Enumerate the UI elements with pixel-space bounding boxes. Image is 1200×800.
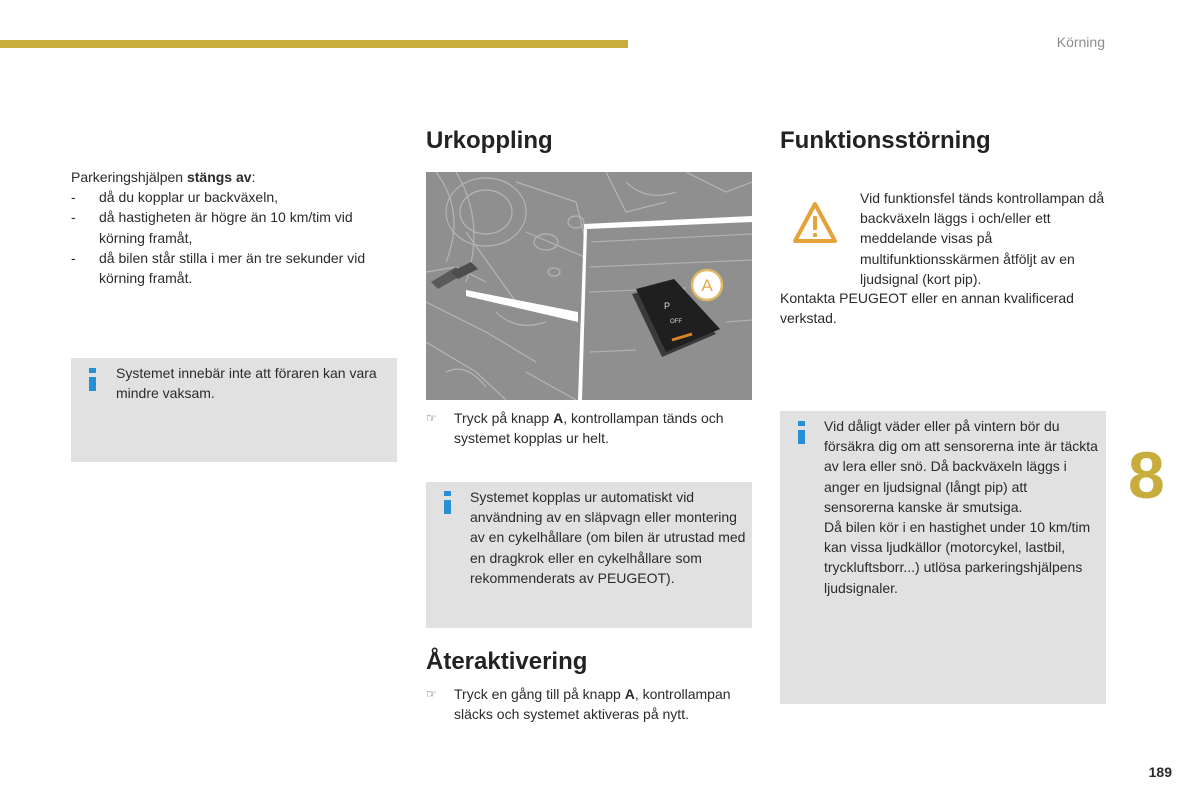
intro-line — [71, 167, 401, 187]
step-text-pre: Tryck en gång till på knapp — [454, 686, 625, 702]
header-accent-bar — [0, 40, 628, 48]
list-item: - då bilen står stilla i mer än tre sekunder vid körning framåt. — [71, 248, 401, 288]
info-text — [824, 416, 1100, 598]
bullet-pointer-icon: ☞ — [426, 411, 437, 425]
step-text-bold: A — [624, 686, 635, 702]
section-heading-funktionsstorning: Funktionsstörning — [780, 127, 991, 154]
callout-label-a: A — [701, 276, 713, 295]
list-item: - då hastigheten är högre än 10 km/tim vid körning framåt, — [71, 207, 401, 247]
info-box-sensors — [780, 411, 1106, 704]
intro-suffix: : — [251, 169, 256, 185]
contact-dealer-text: Kontakta PEUGEOT eller en annan kvalificerad verkstad. — [780, 290, 1074, 327]
parking-aid-off-conditions — [71, 167, 401, 288]
intro-bold: stängs av — [186, 169, 252, 185]
chapter-number-tab: 8 — [1128, 438, 1165, 512]
switch-label-p: P — [664, 301, 671, 311]
info-box-auto-disable — [426, 482, 752, 628]
info-text: Systemet kopplas ur automatiskt vid användning av en släpvagn eller montering av en cykelhållare (om bilen är utrustad med en dragkrok eller en cykelhållare som rekommenderats av PEUGEOT). — [470, 489, 746, 586]
list-item: - då du kopplar ur backväxeln, — [71, 187, 401, 207]
section-heading-urkoppling: Urkoppling — [426, 127, 553, 154]
info-box-vigilance — [71, 358, 397, 462]
dashboard-illustration — [426, 172, 752, 400]
page-number: 189 — [1148, 764, 1172, 780]
chapter-title: Körning — [1056, 34, 1105, 50]
info-paragraph-noise-sources: Då bilen kör i en hastighet under 10 km/tim kan vissa ljudkällor (motorcykel, lastbil, tryckluftsborr...) utlösa parkeringshjälpens ljudsignaler. — [824, 519, 1091, 596]
bullet-pointer-icon: ☞ — [426, 687, 437, 701]
step-disable — [426, 408, 754, 448]
intro-prefix: Parkeringshjälpen — [71, 169, 187, 185]
step-text-bold: A — [553, 410, 564, 426]
warning-triangle-icon — [791, 200, 839, 251]
warning-description: Vid funktionsfel tänds kontrollampan då backväxeln läggs i och/eller ett meddelande visas på multifunktionsskärmen åtföljt av en ljudsignal (kort pip). — [860, 190, 1105, 287]
step-text-pre: Tryck på knapp — [454, 410, 554, 426]
step-reactivate — [426, 684, 756, 724]
section-heading-ateraktivering: Återaktivering — [426, 648, 588, 675]
dashboard-button-illustration — [426, 172, 752, 400]
switch-label-off: OFF — [670, 319, 682, 325]
step-text-post: , kontrollampan tänds och systemet kopplas ur helt. — [454, 410, 724, 447]
step-text-post: , kontrollampan släcks och systemet aktiveras på nytt. — [454, 686, 731, 723]
info-text: Systemet innebär inte att föraren kan vara mindre vaksam. — [116, 365, 377, 402]
info-paragraph-dirty-sensors: Vid dåligt väder eller på vintern bör du försäkra dig om att sensorerna inte är täckta av lera eller snö. Då backväxeln läggs i anger en ljudsignal (långt pip) att sensorerna kanske är smutsiga. — [824, 418, 1098, 515]
condition-list — [71, 187, 401, 288]
